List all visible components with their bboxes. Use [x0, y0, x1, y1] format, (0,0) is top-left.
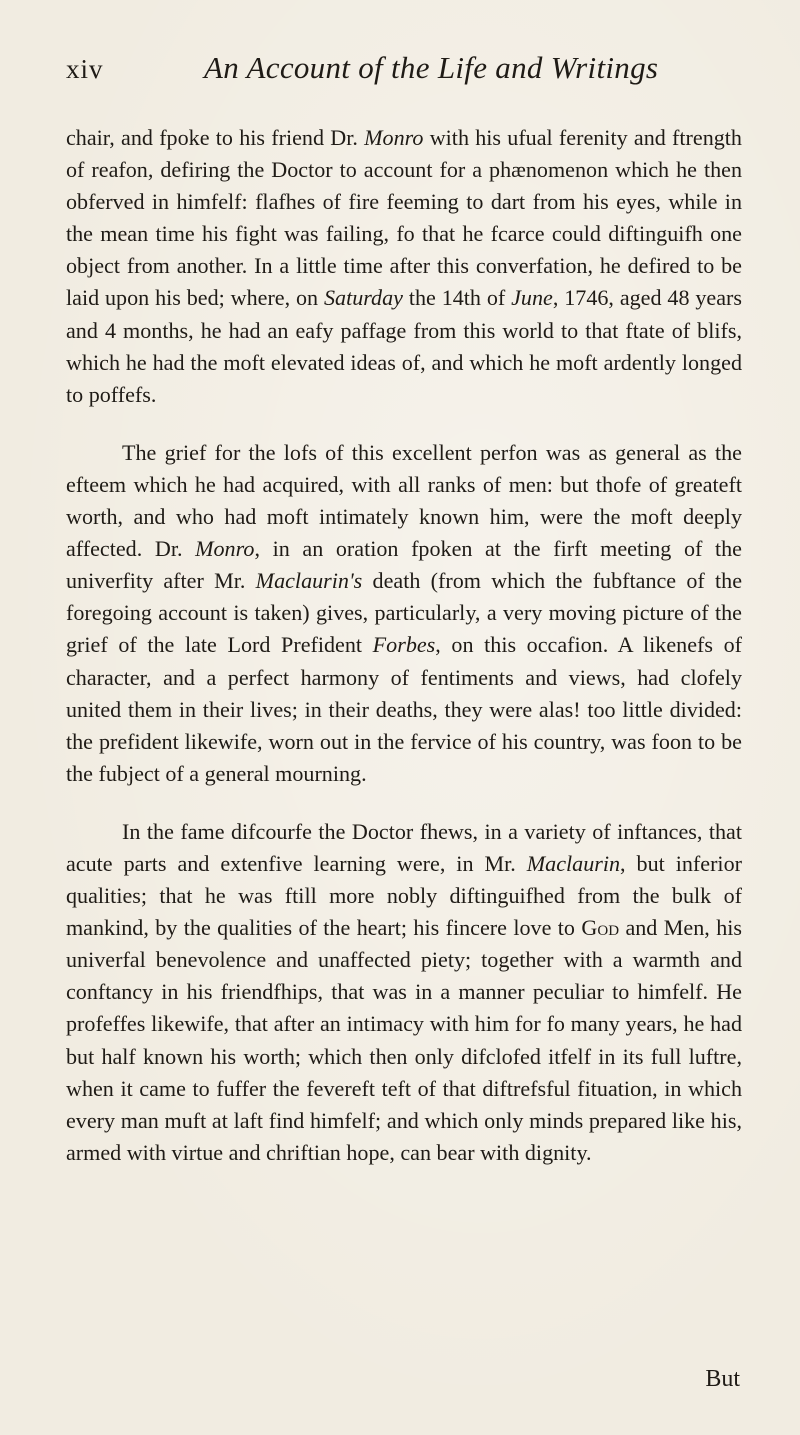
paragraph-2-text-3: death (from which the fubftance of the foregoing account is taken) gives, particularly, a very moving picture of the grief of the late Lord Prefident: [66, 568, 743, 658]
catchword: But: [705, 1366, 740, 1392]
name-maclaurin: Maclaurin's: [255, 568, 363, 594]
paragraph-2-text-2: , in an oration fpoken at the firft meeting of the univerfity after Mr.: [66, 536, 742, 594]
paragraph-1: [66, 122, 742, 411]
name-maclaurin: Maclaurin: [526, 850, 621, 876]
month-june: June: [511, 285, 553, 311]
body-text: [66, 122, 742, 1169]
running-title: An Account of the Life and Writings: [204, 50, 659, 85]
paragraph-1-text-1: chair, and fpoke to his friend Dr.: [66, 125, 365, 150]
paragraph-1-text-3: the 14th of: [402, 285, 512, 311]
word-god: God: [581, 915, 620, 941]
page-number: xiv: [66, 54, 104, 84]
paragraph-2: [66, 437, 742, 790]
page-header: [66, 46, 746, 96]
paragraph-3: [66, 816, 742, 1169]
name-monro: Monro: [364, 125, 424, 150]
paragraph-2-text-4: , on this occafion. A likenefs of character, and a perfect harmony of fentiments and views, had clofely united them in their lives; in their deaths, they were alas! too little divided: the prefident likewife, worn out in the fervice of his country, was foon to be the fubject of a general mourning.: [66, 632, 742, 786]
paragraph-3-text-2: , but inferior qualities; that he was ftill more nobly diftinguifhed from the bulk of mankind, by the qualities of the heart; his fincere love to: [66, 850, 742, 941]
paragraph-2-text-1: The grief for the lofs of this excellent perfon was as general as the efteem which he had acquired, with all ranks of men: but thofe of greateft worth, and who had moft intimately known him, were the moft deeply affected. Dr.: [66, 439, 742, 562]
paragraph-3-text-3: and Men, his univerfal benevolence and unaffected piety; together with a warmth and conftancy in his friendfhips, that was in a manner peculiar to himfelf. He profeffes likewife, that after an intimacy with him for fo many years, he had but half known his worth; which then only difclofed itfelf in its full luftre, when it came to fuffer the fevereft teft of that diftrefsful fituation, in which every man muft at laft find himfelf; and which only minds prepared like his, armed with virtue and chriftian hope, can bear with dignity.: [66, 915, 742, 1165]
paragraph-1-text-2: with his ufual ferenity and ftrength of reafon, defiring the Doctor to account for a phænomenon which he then obferved in himfelf: flafhes of fire feeming to dart from his eyes, while in the mean time his fight was failing, fo that he fcarce could diftinguifh one object from another. In a little time after this converfation, he defired to be laid upon his bed; where, on: [66, 125, 742, 311]
day-saturday: Saturday: [323, 285, 403, 311]
paragraph-3-text-1: In the fame difcourfe the Doctor fhews, in a variety of inftances, that acute parts and extenfive learning were, in Mr.: [66, 818, 742, 876]
paragraph-1-text-4: , 1746, aged 48 years and 4 months, he had an eafy paffage from this world to that ftate of blifs, which he had the moft elevated ideas of, and which he moft ardently longed to poffefs.: [66, 285, 742, 407]
name-monro: Monro: [195, 536, 255, 562]
name-forbes: Forbes: [372, 632, 436, 658]
